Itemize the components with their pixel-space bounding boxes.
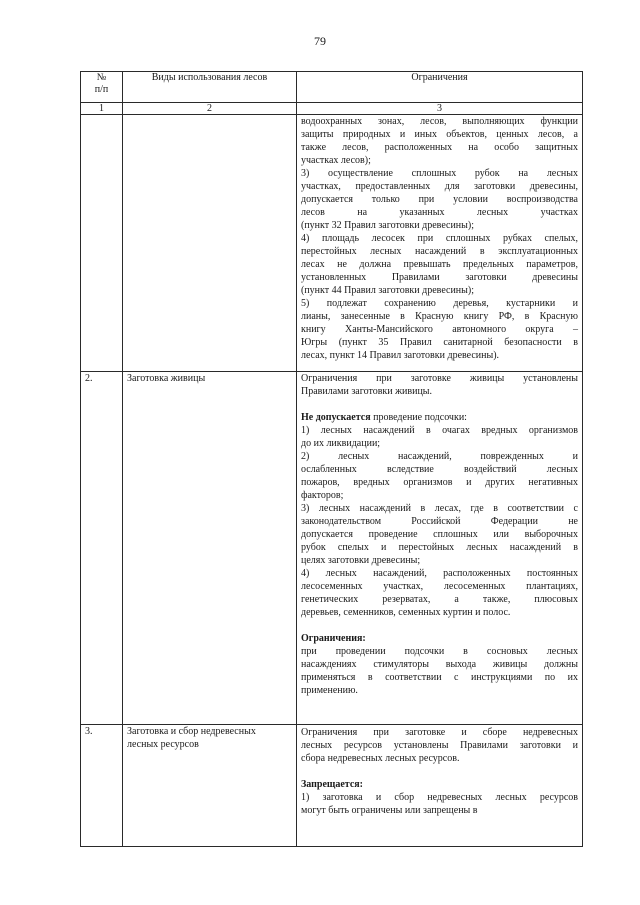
text-line: лесов на указанных лесных участках — [301, 207, 578, 218]
row-2-prohibited-rest: проведение подсочки: — [370, 412, 467, 423]
text-line: генетических резерватах, а также, плюсовых — [301, 594, 578, 605]
text-line: водоохранных зонах, лесов, выполняющих функции — [301, 116, 578, 127]
text-line: пожаров, вредных организмов и других негативных — [301, 477, 578, 488]
text-line: законодательством Российской Федерации не — [301, 516, 578, 527]
page-number: 79 — [314, 34, 326, 48]
text-line: лианы, занесенные в Красную книгу РФ, в Красную — [301, 311, 578, 322]
text-line: до их ликвидации; — [301, 438, 381, 449]
header-number: № п/п — [81, 72, 123, 103]
row-continued-restrictions — [297, 115, 583, 372]
text-line: лесах не должна превышать предельных параметров, — [301, 259, 578, 270]
row-2-prohibited-bold: Не допускается — [301, 412, 371, 423]
table-row-non-timber — [81, 725, 583, 847]
text-line: могут быть ограничены или запрещены в — [301, 805, 478, 816]
text-line: 2) лесных насаждений, поврежденных и — [301, 451, 578, 462]
text-line: (пункт 32 Правил заготовки древесины); — [301, 220, 474, 231]
text-line: Ограничения при заготовке и сборе недревесных — [301, 727, 578, 738]
row-3-forbidden-list — [301, 791, 578, 817]
row-2-restrictions — [297, 372, 583, 725]
row-2-prohibited-line — [301, 411, 578, 424]
row-2-intro — [301, 372, 578, 398]
row-3-intro — [301, 726, 578, 765]
row-3-restrictions — [297, 725, 583, 847]
forest-use-restrictions-table — [80, 71, 583, 847]
text-line: перестойных лесных насаждений в эксплуатационных — [301, 246, 578, 257]
row-3-number: 3. — [81, 725, 123, 847]
table-header-row — [81, 72, 583, 103]
column-index-1: 1 — [81, 103, 123, 115]
text-line: защиты природных и иных объектов, ценных лесов, а — [301, 129, 578, 140]
text-line: лесных ресурсов установлены Правилами заготовки и — [301, 740, 578, 751]
text-line: (пункт 44 Правил заготовки древесины); — [301, 285, 474, 296]
text-line: 3) осуществление сплошных рубок на лесных — [301, 168, 578, 179]
text-line: Ограничения при заготовке живицы установлены — [301, 373, 578, 384]
text-line: установленных Правилами заготовки древесины — [301, 272, 578, 283]
header-restrictions: Ограничения — [297, 72, 583, 103]
text-line: ослабленных вследствие воздействий лесных — [301, 464, 578, 475]
text-line: 4) лесных насаждений, расположенных постоянных — [301, 568, 578, 579]
text-line: также лесов, расположенных на особо защитных — [301, 142, 578, 153]
text-line: участках лесов); — [301, 155, 371, 166]
text-line: 3) лесных насаждений в лесах, где в соответствии с — [301, 503, 578, 514]
text-line: применению. — [301, 685, 358, 696]
row-2-prohibited-list — [301, 424, 578, 619]
text-line: применяться в соответствии с инструкциями по их — [301, 672, 578, 683]
table-row-resin — [81, 372, 583, 725]
text-line: Заготовка и сбор недревесных — [127, 726, 256, 737]
text-line: допускается проведение сплошных или выборочных — [301, 529, 578, 540]
row-3-forbidden-heading: Запрещается: — [301, 779, 364, 790]
row-3-kind — [123, 725, 297, 847]
text-line: сбора недревесных лесных ресурсов. — [301, 753, 460, 764]
row-continued-kind — [123, 115, 297, 372]
row-2-number: 2. — [81, 372, 123, 725]
row-continued-lines — [301, 115, 578, 362]
text-line: 4) площадь лесосек при сплошных рубках спелых, — [301, 233, 578, 244]
row-2-limits-list — [301, 645, 578, 697]
column-index-row — [81, 103, 583, 115]
text-line: лесосеменных участках, лесосеменных плантациях, — [301, 581, 578, 592]
text-line: лесных ресурсов — [127, 739, 199, 750]
text-line: участках, предоставленных для заготовки древесины, — [301, 181, 578, 192]
text-line: 1) заготовка и сбор недревесных лесных ресурсов — [301, 792, 578, 803]
row-continued-number — [81, 115, 123, 372]
text-line: насаждениях стимуляторы выхода живицы должны — [301, 659, 578, 670]
header-kind: Виды использования лесов — [123, 72, 297, 103]
text-line: книгу Ханты-Мансийского автономного округа – — [301, 324, 578, 335]
text-line: целях заготовки древесины; — [301, 555, 421, 566]
text-line: лесах, пункт 14 Правил заготовки древесины). — [301, 350, 500, 361]
text-line: при проведении подсочки в сосновых лесных — [301, 646, 578, 657]
text-line: 1) лесных насаждений в очагах вредных организмов — [301, 425, 578, 436]
text-line: факторов; — [301, 490, 344, 501]
row-2-limits-heading: Ограничения: — [301, 633, 366, 644]
row-2-kind: Заготовка живицы — [123, 372, 297, 725]
text-line: допускается только при условии воспроизводства — [301, 194, 578, 205]
text-line: Югры (пункт 35 Правил санитарной безопасности в — [301, 337, 578, 348]
row-3-kind-lines — [127, 725, 292, 751]
text-line: 5) подлежат сохранению деревья, кустарники и — [301, 298, 578, 309]
text-line: рубок спелых и перестойных лесных насаждений в — [301, 542, 578, 553]
text-line: деревьев, семенников, семенных куртин и полос. — [301, 607, 511, 618]
text-line: Правилами заготовки живицы. — [301, 386, 433, 397]
column-index-3: 3 — [297, 103, 583, 115]
table-row-continued — [81, 115, 583, 372]
column-index-2: 2 — [123, 103, 297, 115]
